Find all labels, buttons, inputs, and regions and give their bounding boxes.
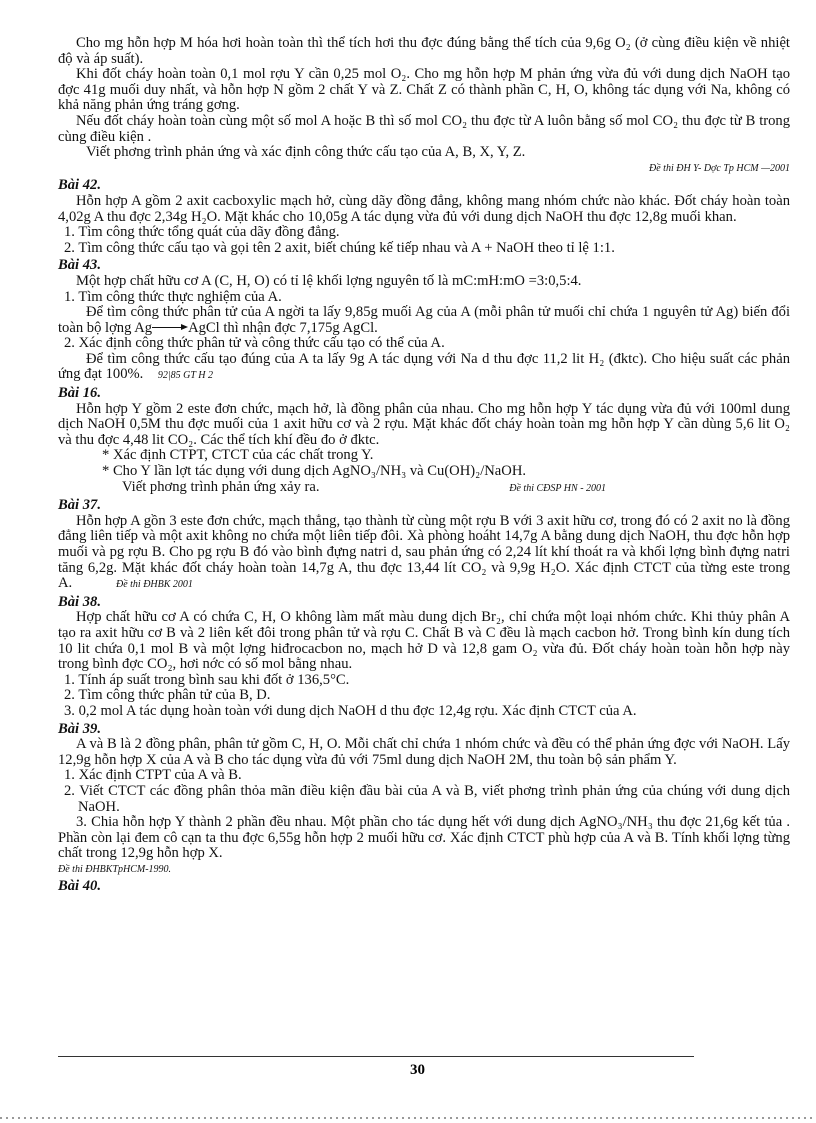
b43-paragraph-2a: Để tìm công thức phân tử của A ngời ta lấy 9,85g muối Ag của A (mỗi phân tử muối chỉ chứa 1 nguyên tử Ag) biến đổi toàn bộ lợng Ag [58,304,790,336]
b39-paragraph-1: A và B là 2 đồng phân, phân tử gồm C, H, O. Mỗi chất chỉ chứa 1 nhóm chức và đều có thể phản ứng đợc với NaOH. Lấy 12,9g hỗn hợp X của A và B cho tác dụng vừa đủ với 75ml dung dịch NaOH 2M, thu toàn bộ sản phẩm Y. [58,736,790,768]
b43-paragraph-2b: AgCl thì nhận đợc 7,175g AgCl. [188,319,378,336]
heading-bai-38: Bài 38. [58,593,101,610]
b43-paragraph-1: Một hợp chất hữu cơ A (C, H, O) có tỉ lệ khối lợng nguyên tố là mC:mH:mO =3:0,5:4. [76,272,582,289]
intro-paragraph-2: Khi đốt cháy hoàn toàn 0,1 mol rợu Y cần 0,25 mol O₂. Cho mg hỗn hợp M phản ứng vừa đủ với dung dịch NaOH tạo đợc 41g muối duy nhất, và hỗn hợp N gồm 2 chất Y và Z. Chất Z có thành phần C, H, O, không tác dụng với Na, không có khả năng phản ứng tráng gơng. [58,66,790,114]
b38-item-3: 3. 0,2 mol A tác dụng hoàn toàn với dung dịch NaOH d thu đợc 12,4g rợu. Xác định CTCT của A. [64,702,637,719]
b39-item-1: 1. Xác định CTPT của A và B. [64,767,242,784]
intro-paragraph-3: Nếu đốt cháy hoàn toàn cùng một số mol A hoặc B thì số mol CO₂ thu đợc từ A luôn bằng số mol CO₂ thu đợc từ B trong cùng điều kiện . [58,112,790,145]
b42-paragraph: Hỗn hợp A gồm 2 axit cacboxylic mạch hở, cùng dãy đồng đẳng, không mang nhóm chức nào khác. Đốt cháy hoàn toàn 4,02g A thu đợc 2,34g H₂O. Mặt khác cho 10,05g A tác dụng vừa đủ với dung dịch NaOH thu đợc 12,8g muối khan. [58,192,790,225]
heading-bai-40: Bài 40. [58,878,101,895]
heading-bai-37: Bài 37. [58,497,101,514]
arrow-icon [152,323,188,333]
b43-paragraph-3-text: Để tìm công thức cấu tạo đúng của A ta lấy 9g A tác dụng với Na d thu đợc 11,2 lit H₂ (đktc). Cho hiệu suất các phản ứng đạt 100%. [58,350,790,383]
b43-item-1: 1. Tìm công thức thực nghiệm của A. [64,288,282,305]
page-number: 30 [410,1062,425,1078]
heading-bai-39: Bài 39. [58,720,101,737]
intro-source: Đề thi ĐH Y- Dợc Tp HCM —2001 [649,162,790,174]
b16-paragraph: Hỗn hợp Y gồm 2 este đơn chức, mạch hở, là đồng phân của nhau. Cho mg hỗn hợp Y tác dụng vừa đủ với 100ml dung dịch NaOH 0,5M thu đợc muối của 1 axit hữu cơ và 2 rợu. Mặt khác đốt cháy hoàn toàn mg hỗn hợp Y cần dùng 5,6 lit O₂ và thu đợc 4,48 lit CO₂. Các thể tích khí đều đo ở đktc. [58,400,790,448]
b43-source: 92|85 GT H 2 [157,370,213,382]
b43-paragraph-3 [58,352,790,384]
b37-paragraph-text: Hỗn hợp A gồn 3 este đơn chức, mạch thẳng, tạo thành từ cùng một rợu B với 3 axit hữu cơ, trong đó có 2 axit no là đồng đẳng liên tiếp và một axit không no chứa một liên tiếp đôi. Xà phòng hoáht 14,7g A bằng dung dịch NaOH, thu đợc hỗn hợp muối và pg rợu B. Cho pg rợu B đó vào bình đựng natri d, sau phản ứng có 2,24 lít khí thoát ra và khối lợng bình đựng natri tăng 6,2g. Mặt khác đốt cháy hoàn toàn 14,7g A, thu đợc 13,44 lít CO₂ và 9,9g H₂O. Xác định CTCT của từng este trong A. [58,512,790,592]
b38-paragraph: Hợp chất hữu cơ A có chứa C, H, O không làm mất màu dung dịch Br₂, chỉ chứa một loại nhóm chức. Khi thủy phân A tạo ra axit hữu cơ B và 2 liên kết đôi trong phân tử và rợu C. Chất B và C đều là mạch cacbon hở. Trong bình kín dung tích 10 lit chứa 0,1 mol B và một lợng hiđrocacbon no, mạch hở D và 12,8 gam O₂ vừa đủ. Đốt cháy hoàn toàn hỗn hợp này trong bình đợc CO₂, hơi nớc có số mol bằng nhau. [58,609,790,673]
b38-item-2: 2. Tìm công thức phân tử của B, D. [64,687,271,704]
b16-bullet-1: * Xác định CTPT, CTCT của các chất trong Y. [102,447,374,464]
footer-divider [58,1056,694,1057]
heading-bai-43: Bài 43. [58,257,101,274]
b37-paragraph [58,514,790,593]
b16-bullet-3-text: Viết phơng trình phản ứng xảy ra. [122,478,320,495]
b43-item-2: 2. Xác định công thức phân tử và công thức cấu tạo có thể của A. [64,335,445,352]
b43-paragraph-2 [58,305,790,336]
intro-paragraph-1: Cho mg hỗn hợp M hóa hơi hoàn toàn thì thể tích hơi thu đợc đúng bằng thể tích của 9,6g O₂ (ở cùng điều kiện về nhiệt độ và áp suất). [58,35,790,67]
b39-source: Đề thi ĐHBKTpHCM-1990. [58,863,172,875]
document-page [58,36,790,895]
b37-source: Đề thi ĐHBK 2001 [115,579,193,591]
b42-item-1: 1. Tìm công thức tổng quát của dãy đồng đẳng. [64,224,340,241]
b42-item-2: 2. Tìm công thức cấu tạo và gọi tên 2 axit, biết chúng kế tiếp nhau và A + NaOH theo tỉ lệ 1:1. [64,239,615,256]
b16-bullet-3 [58,480,790,497]
intro-paragraph-4: Viết phơng trình phản ứng và xác định công thức cấu tạo của A, B, X, Y, Z. [86,144,526,161]
heading-bai-16: Bài 16. [58,385,101,402]
b38-item-1: 1. Tính áp suất trong bình sau khi đốt ở 136,5°C. [64,671,350,688]
b16-bullet-2: * Cho Y lần lợt tác dụng với dung dịch AgNO₃/NH₃ và Cu(OH)₂/NaOH. [102,463,527,480]
b39-paragraph-2: 3. Chia hỗn hợp Y thành 2 phần đều nhau. Một phần cho tác dụng hết với dung dịch AgNO₃/NH₃ thu đợc 21,6g kết tủa . Phần còn lại đem cô cạn ta thu đợc 6,55g hỗn hợp 2 muối hữu cơ. Xác định CTCT phù hợp của A và B. Tính khối lợng từng chất trong 12,9g hỗn hợp X. [58,814,790,862]
b16-source: Đề thi CĐSP HN - 2001 [509,482,607,494]
page-bottom-dotted-border [0,1117,816,1119]
heading-bai-42: Bài 42. [58,177,101,194]
b39-item-2: 2. Viết CTCT các đồng phân thỏa mãn điều kiện đầu bài của A và B, viết phơng trình phản ứng của chúng với dung dịch NaOH. [64,782,790,815]
